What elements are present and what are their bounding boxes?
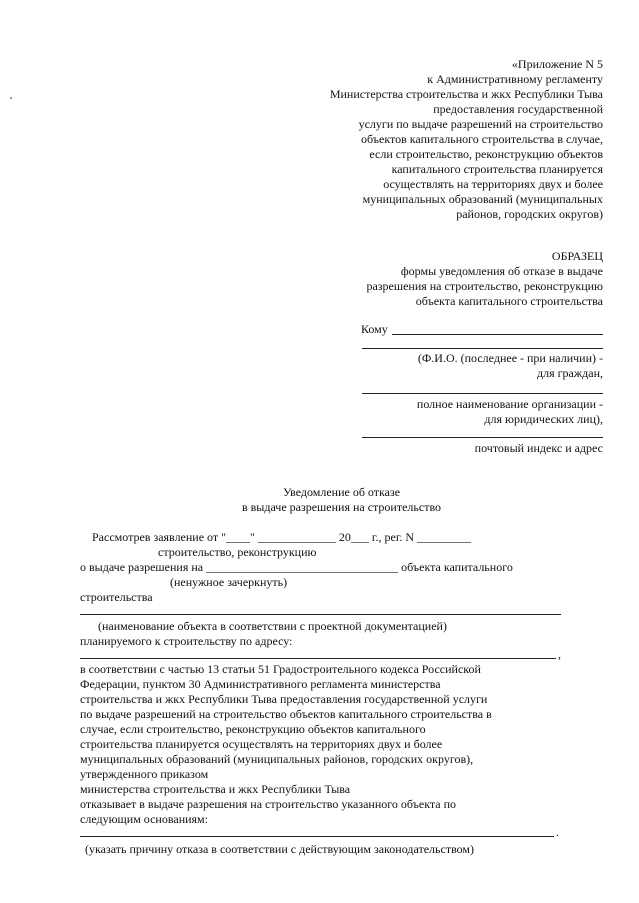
sample-line: формы уведомления об отказе в выдаче (400, 264, 603, 278)
object-name-note: (наименование объекта в соответствии с проектной документацией) (98, 619, 447, 633)
address-caption-text: почтовый индекс и адрес (474, 441, 603, 455)
header-line: районов, городских округов) (456, 207, 603, 221)
body-line: строительства и жкх Республики Тыва предоставления государственной услуги (80, 692, 488, 706)
org-caption (417, 397, 603, 427)
body-line: министерства строительства и жкх Республики Тыва (80, 782, 351, 796)
construction-option: строительство, реконструкцию (158, 545, 317, 559)
body-line: следующим основаниям: (80, 812, 208, 826)
header-line: Министерства строительства и жкх Республики Тыва (329, 87, 603, 101)
fio-caption (418, 351, 603, 381)
fio-caption-line: для граждан, (536, 366, 603, 380)
header-line: «Приложение N 5 (511, 57, 603, 71)
sample-line: разрешения на строительство, реконструкцию (366, 279, 603, 293)
issue-line: о выдаче разрешения на ________________________________ объекта капитального (80, 560, 513, 574)
notice-title: Уведомление об отказе (282, 485, 401, 499)
header-line: предоставления государственной (433, 102, 603, 116)
reason-note: (указать причину отказа в соответствии с действующим законодательством) (85, 842, 475, 856)
header-line: услуги по выдаче разрешений на строительство (358, 117, 603, 131)
notice-subtitle: в выдаче разрешения на строительство (241, 500, 442, 514)
body-line: в соответствии с частью 13 статьи 51 Градостроительного кодекса Российской (80, 662, 481, 676)
object-name-line (80, 614, 561, 615)
body-line: муниципальных образований (муниципальных районов, городских округов), (80, 752, 474, 766)
header-line: если строительство, реконструкцию объектов (369, 147, 603, 161)
construction-word: строительства (80, 590, 153, 604)
header-line: муниципальных образований (муниципальных (362, 192, 603, 206)
reason-line (80, 836, 554, 837)
org-line (362, 393, 603, 394)
appendix-header (330, 57, 603, 222)
period-mark: . (556, 825, 559, 839)
address-caption (475, 441, 603, 456)
sample-block (366, 249, 603, 309)
scan-mark (10, 97, 12, 99)
sample-title: ОБРАЗЕЦ (551, 249, 603, 263)
body-paragraph (80, 662, 492, 827)
comma-mark: , (558, 647, 561, 661)
address-line (362, 437, 603, 438)
header-line: осуществлять на территориях двух и более (383, 177, 603, 191)
header-line: объектов капитального строительства в случае, (361, 132, 603, 146)
to-line (392, 334, 603, 335)
body-line: по выдаче разрешений на строительство объектов капитального строительства в (80, 707, 492, 721)
body-line: отказывает в выдаче разрешения на строительство указанного объекта по (80, 797, 457, 811)
header-line: к Административному регламенту (427, 72, 603, 86)
fio-caption-line: (Ф.И.О. (последнее - при наличии) - (417, 351, 603, 365)
to-label: Кому (361, 322, 388, 336)
body-line: строительства планируется осуществлять на территориях двух и более (80, 737, 443, 751)
planned-address: планируемого к строительству по адресу: (80, 634, 293, 648)
org-caption-line: полное наименование организации - (416, 397, 603, 411)
header-line: капитального строительства планируется (391, 162, 603, 176)
reviewed-line: Рассмотрев заявление от "____" _____________ 20___ г., рег. N _________ (92, 530, 472, 544)
address-fill-line (80, 658, 556, 659)
body-line: случае, если строительство, реконструкцию объектов капитального (80, 722, 426, 736)
fio-line (362, 348, 603, 349)
org-caption-line: для юридических лиц), (484, 412, 603, 426)
body-line: Федерации, пунктом 30 Административного регламента министерства (80, 677, 441, 691)
strike-note: (ненужное зачеркнуть) (170, 575, 288, 589)
body-line: утвержденного приказом (80, 767, 209, 781)
sample-line: объекта капитального строительства (415, 294, 603, 308)
